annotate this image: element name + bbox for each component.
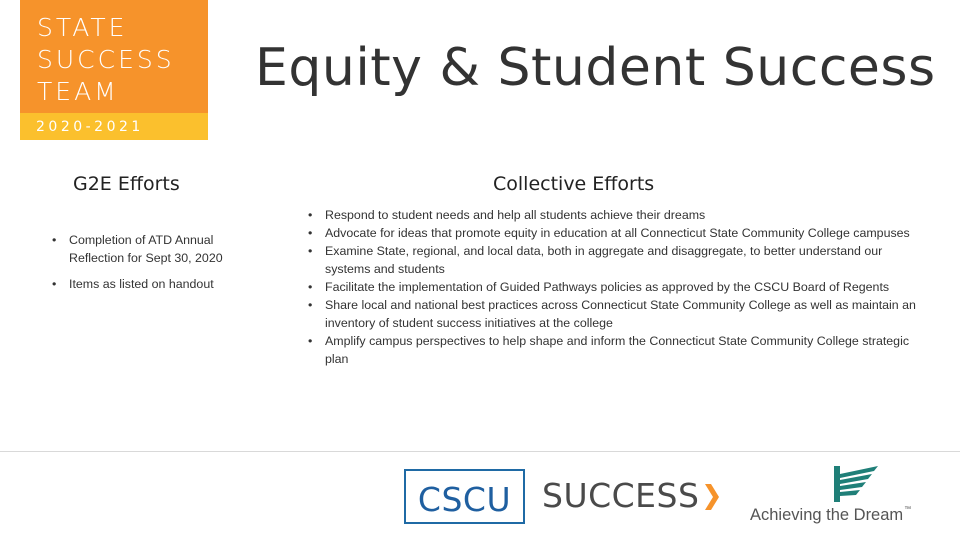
- atd-stripes-logo: [834, 466, 880, 502]
- atd-logo-text: [750, 506, 911, 525]
- cscu-logo: [404, 469, 525, 524]
- cscu-logo-text: CSCU: [417, 480, 512, 519]
- list-item: • Respond to student needs and help all students achieve their dreams: [308, 206, 920, 224]
- list-item: • Completion of ATD Annual Reflection for Sept 30, 2020: [52, 231, 252, 267]
- list-item: • Advocate for ideas that promote equity in education at all Connecticut State Community College campuses: [308, 224, 920, 242]
- team-badge: [20, 0, 208, 113]
- badge-line-success: SUCCESS: [37, 45, 175, 74]
- list-item: • Facilitate the implementation of Guided Pathways policies as approved by the CSCU Board of Regents: [308, 278, 920, 296]
- right-bullet-list: [308, 206, 920, 368]
- right-column-heading: Collective Efforts: [493, 173, 655, 195]
- footer-divider: [0, 451, 960, 452]
- badge-year: 2020-2021: [36, 119, 144, 135]
- list-item: • Amplify campus perspectives to help shape and inform the Connecticut State Community College strategic plan: [308, 332, 920, 368]
- chevron-right-icon: [703, 484, 719, 510]
- left-bullet-list: [52, 231, 252, 301]
- left-column-heading: G2E Efforts: [73, 173, 180, 195]
- badge-line-state: STATE: [37, 13, 128, 42]
- list-item: • Examine State, regional, and local data, both in aggregate and disaggregate, to better understand our systems and students: [308, 242, 920, 278]
- atd-name: Achieving the Dream: [750, 506, 904, 524]
- slide-title: Equity & Student Success: [255, 38, 936, 98]
- list-item: • Items as listed on handout: [52, 275, 252, 293]
- trademark-mark: ™: [904, 506, 912, 513]
- badge-line-team: TEAM: [37, 77, 119, 106]
- success-logo-text: SUCCESS: [542, 476, 700, 515]
- year-band: [20, 113, 208, 140]
- list-item: • Share local and national best practices across Connecticut State Community College as well as maintain an inventory of student success initiatives at the college: [308, 296, 920, 332]
